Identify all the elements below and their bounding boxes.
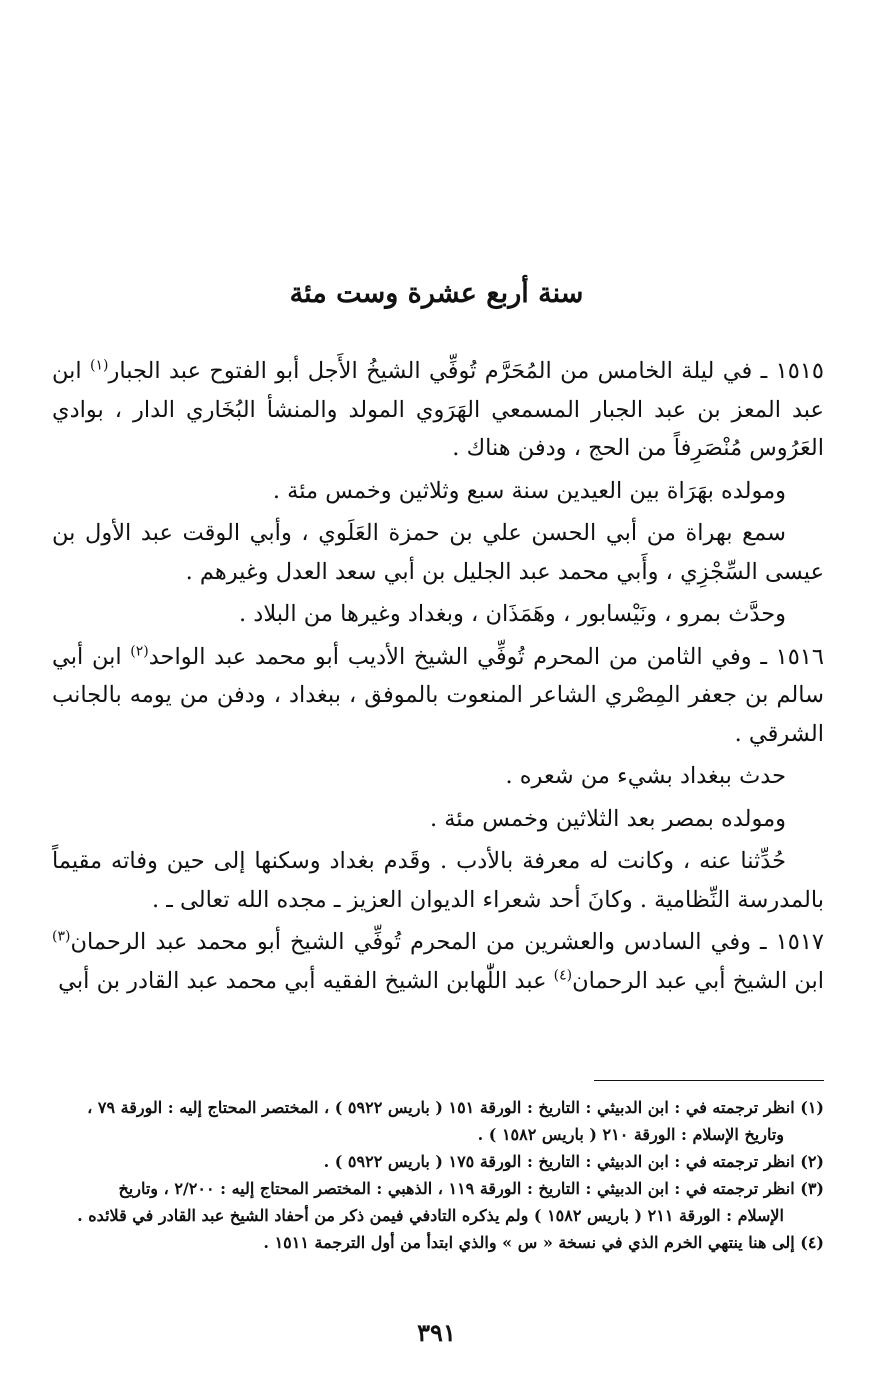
paragraph-text-cont: ابن عبد المعز بن عبد الجبار المسمعي الهَرَوي المولد والمنشأ البُخَاري الدار ، بوادي العَرُوس مُنْصَرِفاً من الحج ، ودفن هناك . (52, 358, 824, 461)
paragraph-text: حدث ببغداد بشيء من شعره . (505, 763, 786, 789)
paragraph-text: حُدِّثنا عنه ، وكانت له معرفة بالأدب . وقَدم بغداد وسكنها إلى حين وفاته مقيماً بالمدرسة النِّظامية . وكانَ أحد شعراء الديوان العزيز ـ مجده الله تعالى ـ . (52, 848, 824, 913)
paragraph-text: وحدَّث بمرو ، ونَيْسابور ، وهَمَذَان ، وبغداد وغيرها من البلاد . (239, 601, 786, 627)
footnote (52, 1229, 824, 1256)
footnote-number: (٣) (800, 1179, 824, 1198)
paragraph (52, 595, 824, 634)
footnote (52, 1094, 824, 1148)
footnote-text: انظر ترجمته في : ابن الدبيثي : التاريخ : الورقة ١٥١ ( باريس ٥٩٢٢ ) ، المختصر المحتاج إليه : الورقة ٧٩ ، (87, 1098, 795, 1117)
paragraph-text: ١٥١٦ ـ وفي الثامن من المحرم تُوفِّي الشيخ الأديب أبو محمد عبد الواحد (148, 643, 824, 670)
main-text (52, 352, 824, 1004)
footnote-number: (٤) (800, 1233, 824, 1252)
paragraph (52, 757, 824, 796)
footnote (52, 1175, 824, 1229)
footnote-text: انظر ترجمته في : ابن الدبيثي : التاريخ : الورقة ١٧٥ ( باريس ٥٩٢٢ ) . (323, 1152, 795, 1171)
paragraph-text: ومولده بمصر بعد الثلاثين وخمس مئة . (429, 805, 786, 832)
footnote-divider (594, 1080, 824, 1081)
paragraph-entry-1516 (52, 638, 824, 754)
paragraph-text-cont: عبد اللّٰهابن الشيخ الفقيه أبي محمد عبد القادر بن أبي (58, 967, 554, 994)
paragraph-text-cont: ابن الشيخ أبي عبد الرحمان (572, 967, 824, 994)
footnotes (52, 1094, 824, 1256)
paragraph-entry-1517 (52, 923, 824, 1000)
footnote-text: إلى هنا ينتهي الخرم الذي في نسخة « س » والذي ابتدأ من أول الترجمة ١٥١١ . (263, 1233, 795, 1252)
paragraph-text-cont: ابن أبي سالم بن جعفر المِصْري الشاعر المنعوت بالموفق ، ببغداد ، ودفن من يومه بالجانب الشرقي . (52, 643, 824, 747)
footnote (52, 1148, 824, 1175)
footnote-number: (١) (800, 1098, 824, 1117)
paragraph (52, 472, 824, 511)
footnote-ref[interactable]: (٣) (52, 928, 71, 945)
paragraph-text: سمع بهراة من أبي الحسن علي بن حمزة العَلَوي ، وأبي الوقت عبد الأول بن عيسى السِّجْزِي ، وأَبي محمد عبد الجليل بن أبي سعد العدل وغيرهم . (52, 520, 824, 585)
paragraph-text: ١٥١٧ ـ وفي السادس والعشرين من المحرم تُوفِّي الشيخ أبو محمد عبد الرحمان (70, 929, 824, 955)
paragraph-text: ومولده بهَرَاة بين العيدين سنة سبع وثلاثين وخمس مئة . (272, 477, 786, 504)
paragraph (52, 842, 824, 919)
paragraph (52, 514, 824, 591)
footnote-ref[interactable]: (٢) (130, 643, 149, 659)
footnote-number: (٢) (800, 1152, 824, 1171)
page-number: ٣٩١ (417, 1318, 456, 1347)
paragraph-entry-1515 (52, 352, 824, 468)
footnote-text-cont: الإسلام : الورقة ٢١١ ( باريس ١٥٨٢ ) ولم يذكره التادفي فيمن ذكر من أحفاد الشيخ عبد القادر في قلائده . (77, 1206, 784, 1225)
paragraph-text: ١٥١٥ ـ في ليلة الخامس من المُحَرَّم تُوفِّي الشيخُ الأَجل أبو الفتوح عبد الجبار (108, 358, 824, 384)
footnote-ref[interactable]: (٤) (553, 967, 573, 983)
footnote-text: انظر ترجمته في : ابن الدبيثي : التاريخ : الورقة ١١٩ ، الذهبي : المختصر المحتاج إليه : ٢/٢٠٠ ، وتاريخ (118, 1179, 795, 1198)
paragraph (52, 800, 824, 839)
footnote-text-cont: وتاريخ الإسلام : الورقة ٢١٠ ( باريس ١٥٨٢ ) . (477, 1125, 784, 1144)
footnote-ref[interactable]: (١) (90, 357, 109, 374)
section-title: سنة أربع عشرة وست مئة (289, 278, 584, 309)
